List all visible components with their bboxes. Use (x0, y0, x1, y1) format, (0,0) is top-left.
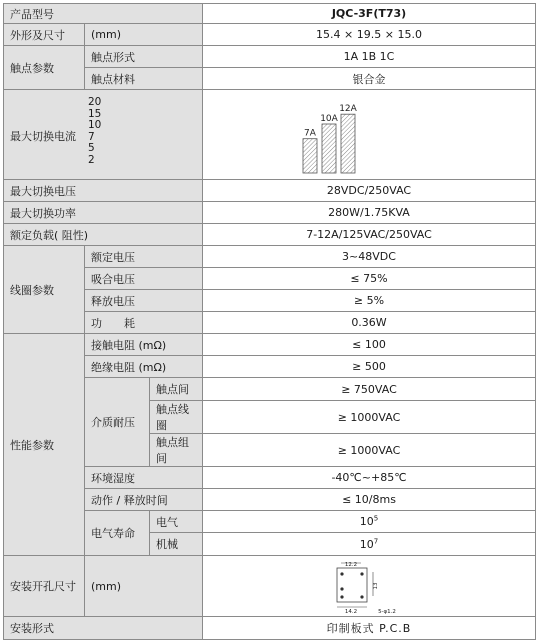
contact-form-value: 1A 1B 1C (203, 46, 536, 68)
current-bar-label-10A: 10A (320, 113, 338, 124)
max-power-label: 最大切换功率 (4, 202, 203, 224)
contact-resistance-label: 接触电阻 (mΩ) (85, 334, 203, 356)
dielectric-contacts-value: ≥ 750VAC (203, 378, 536, 401)
mounting-type-label: 安装形式 (4, 617, 203, 640)
current-tick-5: 5 (88, 142, 95, 155)
contact-group-label: 触点参数 (4, 46, 85, 90)
current-tick-10: 10 (88, 119, 102, 132)
max-voltage-label: 最大切换电压 (4, 180, 203, 202)
dielectric-sets-label: 触点组间 (150, 434, 203, 467)
life-mechanical-base: 10 (359, 537, 374, 551)
model-value: JQC-3F(T73) (203, 4, 536, 24)
spec-table (3, 3, 536, 640)
model-row (4, 4, 536, 24)
hole-3 (340, 587, 343, 590)
right-dim-text: 13 (373, 582, 379, 590)
timing-value: ≤ 10/8ms (203, 489, 536, 511)
current-bar-label-12A: 12A (339, 103, 357, 114)
dielectric-contacts-label: 触点间 (150, 378, 203, 401)
mounting-hole-label: 安装开孔尺寸 (4, 556, 85, 617)
max-current-label-cell (4, 90, 203, 180)
coil-pickup-label: 吸合电压 (85, 268, 203, 290)
mounting-type-value: 印制板式 P.C.B (203, 617, 536, 640)
coil-release-value: ≥ 5% (203, 290, 536, 312)
insulation-resistance-value: ≥ 500 (203, 356, 536, 378)
top-dim-text: 12.2 (344, 562, 358, 568)
life-mechanical-value (203, 533, 536, 556)
dimensions-row (4, 24, 536, 46)
life-electrical-base: 10 (359, 515, 374, 528)
current-bar-chart (203, 91, 537, 179)
dielectric-coil-label: 触点线圈 (150, 401, 203, 434)
current-tick-2: 2 (88, 153, 95, 166)
current-tick-list (88, 97, 101, 167)
mounting-type-row (4, 617, 536, 640)
dielectric-label: 介质耐压 (85, 378, 150, 467)
current-bar-10A (322, 124, 336, 173)
humidity-label: 环境湿度 (85, 467, 203, 489)
current-bar-label-7A: 7A (304, 128, 316, 139)
coil-rated-voltage-value: 3~48VDC (203, 246, 536, 268)
contact-material-value: 银合金 (203, 68, 536, 90)
coil-power-label: 功 耗 (85, 312, 203, 334)
humidity-value: -40℃~+85℃ (203, 467, 536, 489)
insulation-resistance-label: 绝缘电阻 (mΩ) (85, 356, 203, 378)
contact-form-row (4, 46, 536, 68)
max-power-value: 280W/1.75KVA (203, 202, 536, 224)
hole-4 (340, 595, 343, 598)
current-tick-15: 15 (88, 107, 102, 120)
max-power-row (4, 202, 536, 224)
life-electrical-value (203, 511, 536, 533)
contact-form-label: 触点形式 (85, 46, 203, 68)
max-current-chart-cell (203, 90, 536, 180)
life-electrical-label: 电气 (150, 511, 203, 533)
dielectric-sets-value: ≥ 1000VAC (203, 434, 536, 467)
mounting-hole-drawing-cell (203, 556, 536, 617)
hole-5 (360, 595, 363, 598)
dimensions-label: 外形及尺寸 (4, 24, 85, 46)
hole-1 (340, 572, 343, 575)
coil-rated-voltage-label: 额定电压 (85, 246, 203, 268)
max-voltage-value: 28VDC/250VAC (203, 180, 536, 202)
current-tick-7: 7 (88, 130, 95, 143)
mounting-hole-unit: (mm) (85, 556, 203, 617)
current-bar-7A (303, 138, 317, 172)
bottom-dim-text: 14.2 (344, 609, 358, 614)
max-current-label: 最大切换电流 (10, 130, 76, 143)
life-label: 电气寿命 (85, 511, 150, 556)
current-bar-12A (341, 114, 355, 173)
contact-material-label: 触点材料 (85, 68, 203, 90)
mounting-hole-drawing (329, 558, 409, 614)
contact-resistance-row (4, 334, 536, 356)
mounting-hole-row (4, 556, 536, 617)
dielectric-coil-value: ≥ 1000VAC (203, 401, 536, 434)
timing-label: 动作 / 释放时间 (85, 489, 203, 511)
life-mechanical-exp: 7 (373, 536, 379, 545)
model-label: 产品型号 (4, 4, 203, 24)
current-tick-20: 20 (88, 96, 102, 108)
coil-rated-voltage-row (4, 246, 536, 268)
max-voltage-row (4, 180, 536, 202)
rated-load-value: 7-12A/125VAC/250VAC (203, 224, 536, 246)
dimensions-value: 15.4 × 19.5 × 15.0 (203, 24, 536, 46)
life-mechanical-label: 机械 (150, 533, 203, 556)
hole-dim-text: 5-φ1.2 (378, 609, 396, 614)
coil-power-value: 0.36W (203, 312, 536, 334)
max-current-row (4, 90, 536, 180)
coil-pickup-value: ≤ 75% (203, 268, 536, 290)
hole-2 (360, 572, 363, 575)
performance-group-label: 性能参数 (4, 334, 85, 556)
rated-load-label: 额定负载( 阻性) (4, 224, 203, 246)
dimensions-unit: (mm) (85, 24, 203, 46)
coil-group-label: 线圈参数 (4, 246, 85, 334)
life-electrical-exp: 5 (373, 514, 379, 523)
contact-resistance-value: ≤ 100 (203, 334, 536, 356)
rated-load-row (4, 224, 536, 246)
coil-release-label: 释放电压 (85, 290, 203, 312)
